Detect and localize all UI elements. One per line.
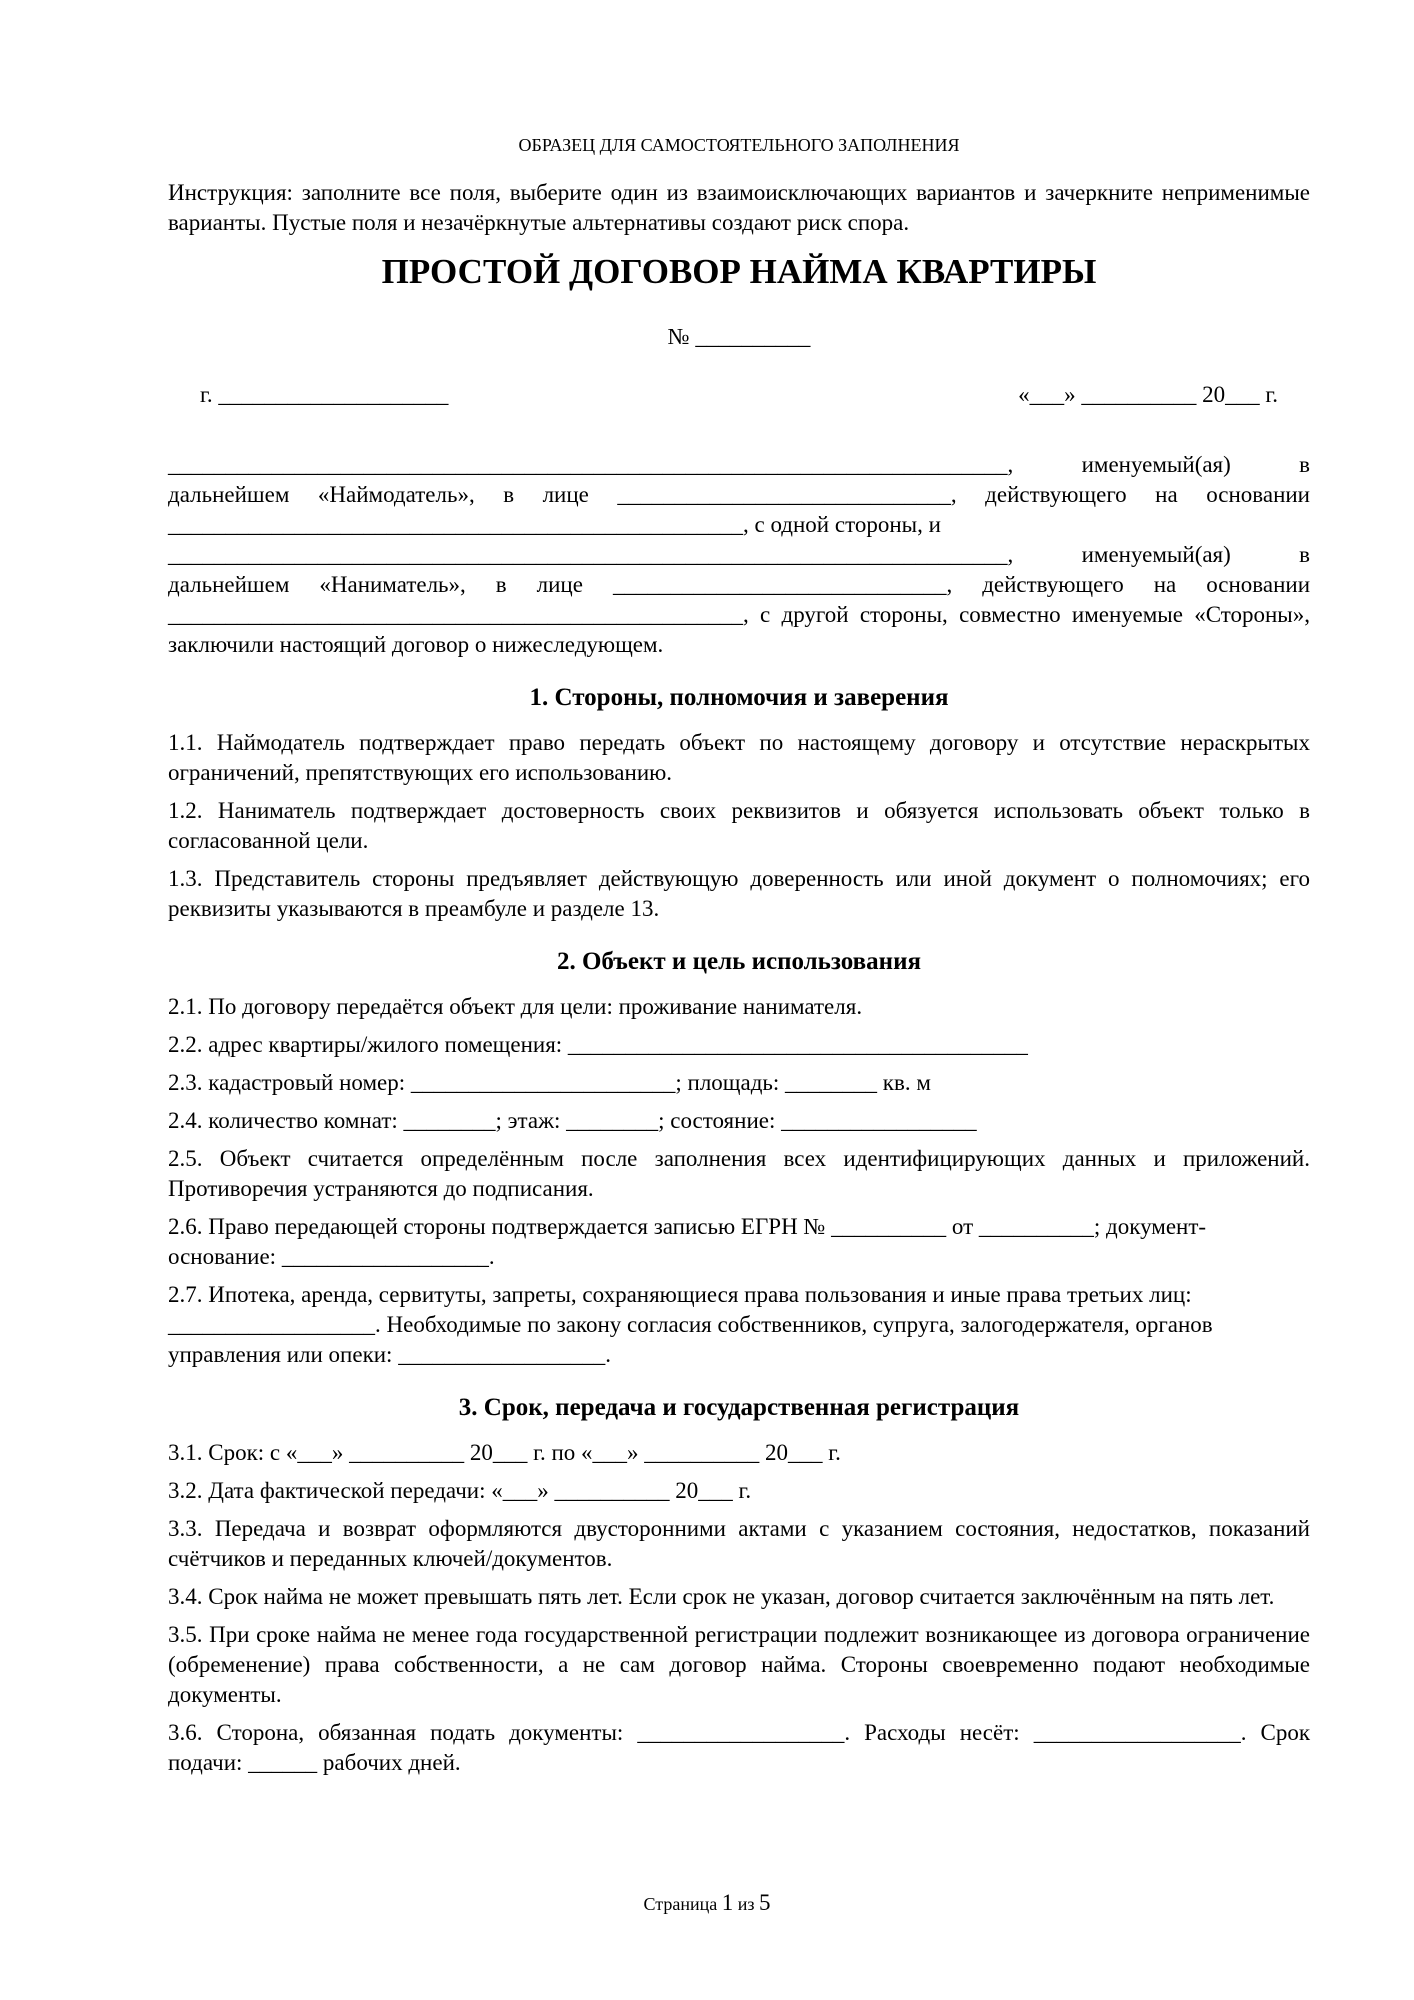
contract-number: № __________: [667, 324, 811, 349]
section-1: [168, 682, 1310, 924]
clause-3-6: 3.6. Сторона, обязанная подать документы: __________________. Расходы несёт: __________________. Срок подачи: ______ рабочих дней.: [168, 1720, 1310, 1775]
page-number: 1: [721, 1890, 734, 1915]
clause-3-1: 3.1. Срок: с «___» __________ 20___ г. по «___» __________ 20___ г.: [168, 1440, 841, 1465]
clause-3-2: 3.2. Дата фактической передачи: «___» __________ 20___ г.: [168, 1478, 752, 1503]
clause-1-2: 1.2. Наниматель подтверждает достоверность своих реквизитов и обязуется использовать объект только в согласованной цели.: [168, 798, 1310, 853]
section-3: [168, 1392, 1310, 1778]
clause-2-4: 2.4. количество комнат: ________; этаж: ________; состояние: _________________: [168, 1108, 977, 1133]
preamble: [168, 450, 1310, 660]
clause-1-3: 1.3. Представитель стороны предъявляет действующую доверенность или иной документ о полномочиях; его реквизиты указываются в преамбуле и разделе 13.: [168, 866, 1310, 921]
place-date-row: [168, 380, 1310, 410]
of-word: из: [737, 1894, 755, 1914]
section-2: [168, 946, 1310, 1370]
clause-2-6: 2.6. Право передающей стороны подтверждается записью ЕГРН № __________ от __________; документ-основание: __________________.: [168, 1214, 1207, 1269]
page-word: Страница: [643, 1894, 718, 1914]
document-content: [168, 130, 1310, 1786]
clause-3-4: 3.4. Срок найма не может превышать пять лет. Если срок не указан, договор считается заключённым на пять лет.: [168, 1584, 1275, 1609]
sample-note: ОБРАЗЕЦ ДЛЯ САМОСТОЯТЕЛЬНОГО ЗАПОЛНЕНИЯ: [518, 135, 960, 155]
section-title: 3. Срок, передача и государственная регистрация: [458, 1394, 1020, 1421]
page-total: 5: [758, 1890, 771, 1915]
clause-1-1: 1.1. Наймодатель подтверждает право передать объект по настоящему договору и отсутствие нераскрытых ограничений, препятствующих его использованию.: [168, 730, 1310, 785]
preamble-landlord: _________________________________________________________________________, именуемый(ая) в дальнейшем «Наймодатель», в лице _____________________________, действующего на основании __________________________________________________, с одной стороны, и: [168, 452, 1310, 537]
section-title: 2. Объект и цель использования: [556, 948, 921, 975]
document-title: ПРОСТОЙ ДОГОВОР НАЙМА КВАРТИРЫ: [381, 252, 1097, 291]
page-footer: [0, 1888, 1414, 1919]
preamble-tenant: _________________________________________________________________________, именуемый(ая) в дальнейшем «Наниматель», в лице _____________________________, действующего на основании __________________________________________________, с другой стороны, совместно именуемые «Стороны», заключили настоящий договор о нижеследующем.: [168, 542, 1310, 657]
clause-2-7: 2.7. Ипотека, аренда, сервитуты, запреты, сохраняющиеся права пользования и иные права третьих лиц: __________________. Необходимые по закону согласия собственников, супруга, залогодержателя, органов управления или опеки: __________________.: [168, 1282, 1213, 1367]
clause-2-3: 2.3. кадастровый номер: _______________________; площадь: ________ кв. м: [168, 1070, 931, 1095]
clause-3-5: 3.5. При сроке найма не менее года государственной регистрации подлежит возникающее из договора ограничение (обременение) права собственности, а не сам договор найма. Стороны своевременно подают необходимые документы.: [168, 1622, 1310, 1707]
clause-2-5: 2.5. Объект считается определённым после заполнения всех идентифицирующих данных и приложений. Противоречия устраняются до подписания.: [168, 1146, 1310, 1201]
clause-3-3: 3.3. Передача и возврат оформляются двусторонними актами с указанием состояния, недостатков, показаний счётчиков и переданных ключей/документов.: [168, 1516, 1310, 1571]
city-field: г. ____________________: [200, 382, 449, 407]
section-title: 1. Стороны, полномочия и заверения: [529, 684, 949, 711]
clause-2-2: 2.2. адрес квартиры/жилого помещения: ________________________________________: [168, 1032, 1028, 1057]
instruction-text: Инструкция: заполните все поля, выберите один из взаимоисключающих вариантов и зачеркните неприменимые варианты. Пустые поля и незачёркнутые альтернативы создают риск спора.: [168, 180, 1310, 235]
clause-2-1: 2.1. По договору передаётся объект для цели: проживание нанимателя.: [168, 994, 863, 1019]
date-field: «___» __________ 20___ г.: [1018, 382, 1278, 407]
